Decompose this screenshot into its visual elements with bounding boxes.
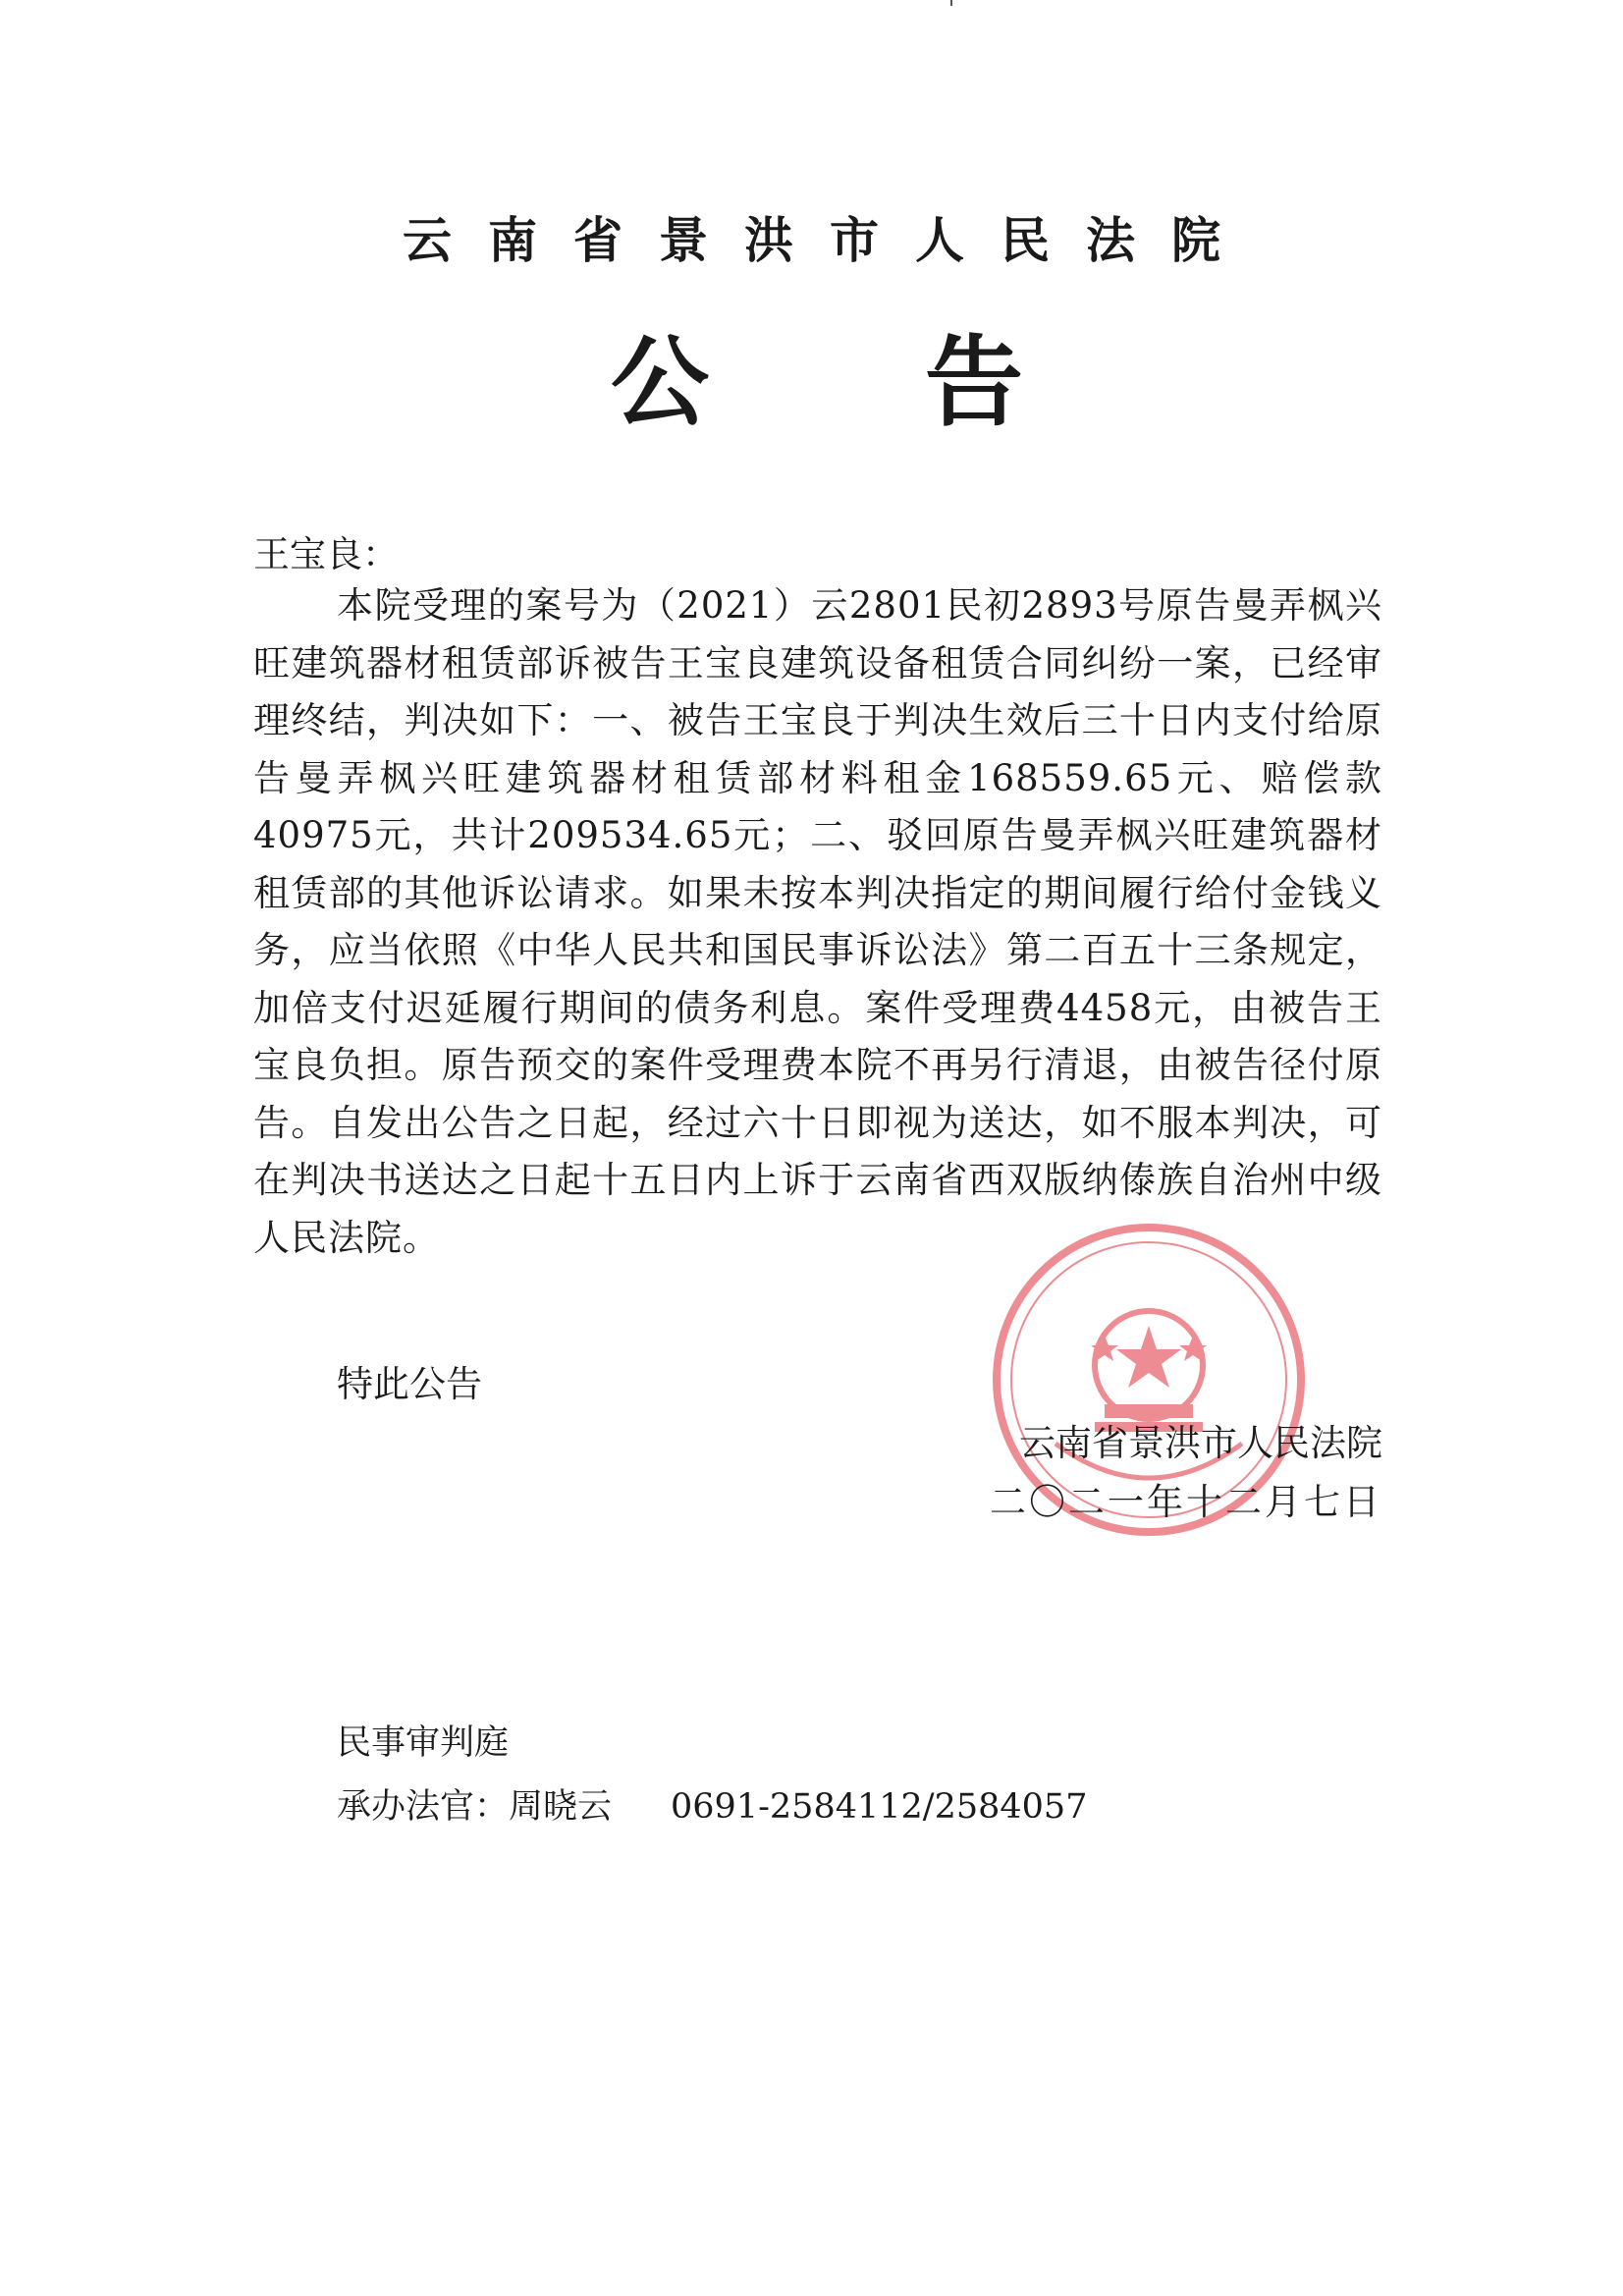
notice-title: [611, 324, 1023, 442]
judge-label: 承办法官：周晓云: [337, 1787, 613, 1827]
salutation: 王宝良：: [253, 533, 399, 575]
judge-contact-line: [337, 1777, 1087, 1836]
notice-body: 本院受理的案号为（2021）云2801民初2893号原告曼弄枫兴旺建筑器材租赁部诉被告王宝良建筑设备租赁合同纠纷一案，已经审理终结，判决如下：一、被告王宝良于判决生效后三十日内支付给原告曼弄枫兴旺建筑器材租赁部材料租金168559.65元、赔偿款40975元，共计209534.65元；二、驳回原告曼弄枫兴旺建筑器材租赁部的其他诉讼请求。如果未按本判决指定的期间履行给付金钱义务，应当依照《中华人民共和国民事诉讼法》第二百五十三条规定，加倍支付迟延履行期间的债务利息。案件受理费4458元，由被告王宝良负担。原告预交的案件受理费本院不再另行清退，由被告径付原告。自发出公告之日起，经过六十日即视为送达，如不服本判决，可在判决书送达之日起十五日内上诉于云南省西双版纳傣族自治州中级人民法院。: [253, 584, 1382, 1259]
title-char-1: 公: [611, 325, 709, 440]
title-char-2: 告: [925, 325, 1023, 440]
scan-mark: [950, 0, 952, 6]
court-name-heading: 云南省景洪市人民法院: [403, 212, 1257, 269]
signature-date: 二〇二一年十二月七日: [990, 1481, 1382, 1523]
signature-court: 云南省景洪市人民法院: [1019, 1422, 1382, 1464]
judge-phone: 0691-2584112/2584057: [671, 1787, 1088, 1827]
department-label: 民事审判庭: [337, 1723, 510, 1763]
closing-line: 特此公告: [337, 1363, 482, 1405]
